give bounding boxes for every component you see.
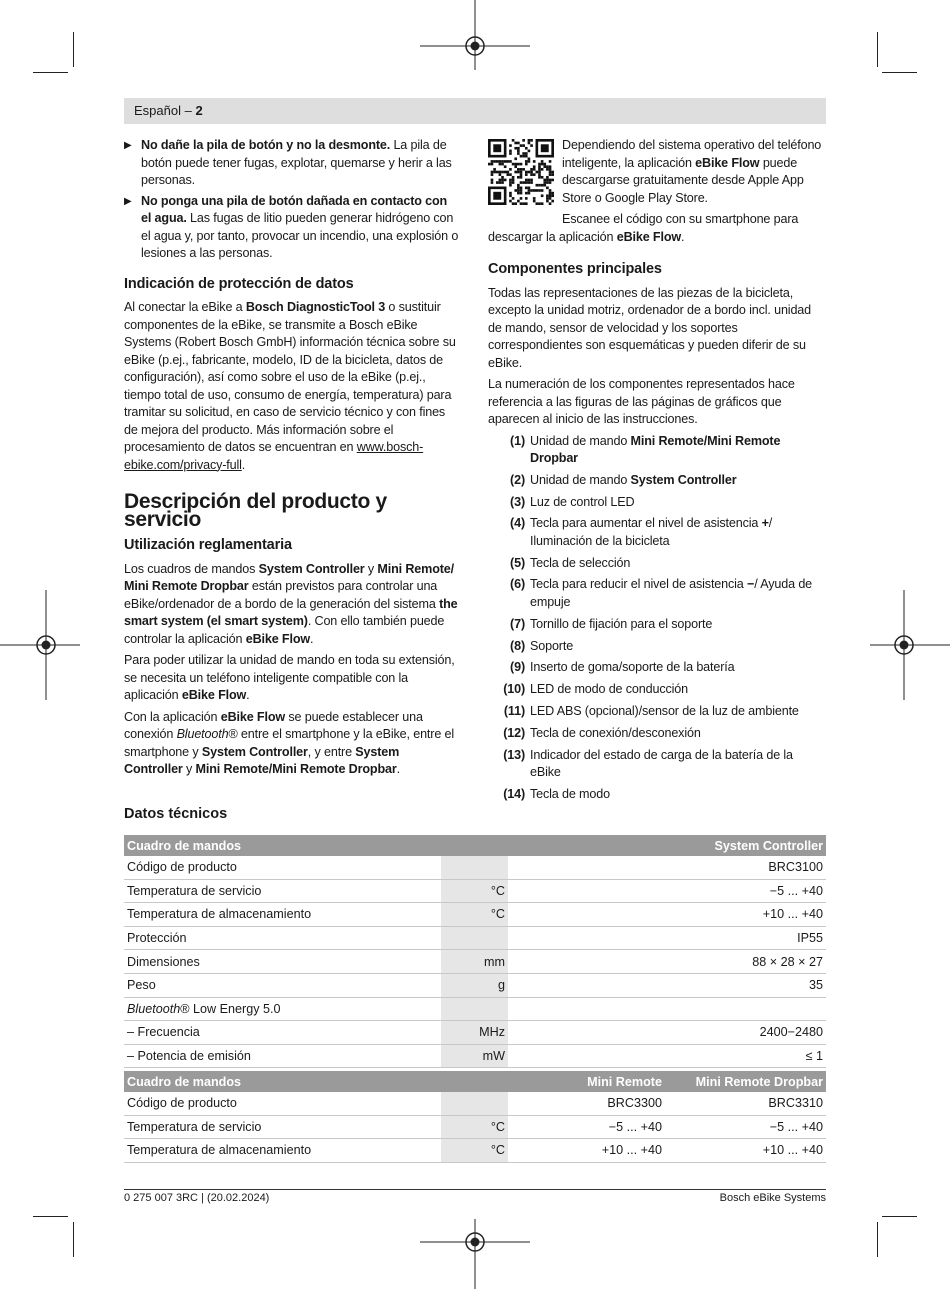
components-list [488,433,826,804]
row-value-mini-remote-dropbar: +10 ... +40 [665,1139,826,1163]
row-unit: °C [441,1115,508,1139]
component-number: (4) [510,516,525,531]
table-header-cell: Mini Remote [508,1071,665,1092]
row-unit: °C [441,879,508,903]
component-label: Tecla de selección [530,555,631,570]
crop-mark [882,72,917,73]
component-number: (5) [510,555,525,570]
warning-text: Las fugas de litio pueden generar hidrógeno con el agua y, por tanto, provocar un incendio, una explosión o lesiones a las personas. [141,211,459,260]
component-label: LED ABS (opcional)/sensor de la luz de ambiente [530,703,799,718]
row-label: Temperatura de almacenamiento [124,1139,441,1163]
intended-use-paragraph-2: Para poder utilizar la unidad de mando en toda su extensión, se necesita un teléfono inteligente compatible con la aplicación eBike Flow. [124,653,455,702]
right-column [488,137,826,808]
page-number: 2 [195,103,203,118]
component-item [488,747,826,782]
table-row [124,950,826,974]
bullet-triangle-icon: ▶ [124,140,132,151]
component-number: (13) [503,747,525,762]
row-unit: MHz [441,1021,508,1045]
crop-mark [33,72,68,73]
row-value [508,997,826,1021]
registration-mark-icon [420,1219,530,1289]
row-value-mini-remote-dropbar: −5 ... +40 [665,1115,826,1139]
table-row [124,1139,826,1163]
row-value-mini-remote: −5 ... +40 [508,1115,665,1139]
row-label: – Potencia de emisión [124,1044,441,1068]
row-unit: g [441,973,508,997]
row-label: Temperatura de servicio [124,879,441,903]
component-number: (14) [503,786,525,801]
row-label: Código de producto [124,1092,441,1115]
row-label: Código de producto [124,856,441,879]
table-header-cell: Cuadro de mandos [124,1071,441,1092]
registration-mark-icon [870,590,950,700]
bullet-triangle-icon: ▶ [124,195,132,207]
table-row [124,879,826,903]
component-item [488,703,826,721]
row-label: Dimensiones [124,950,441,974]
qr-paragraph: Dependiendo del sistema operativo del teléfono inteligente, la aplicación eBike Flow puede descargarse gratuitamente desde Apple App Store o Google Play Store. [562,138,822,205]
component-number: (11) [503,703,525,718]
component-label: Tecla de conexión/desconexión [530,725,701,740]
component-label: Tecla para aumentar el nivel de asistencia +/ Iluminación de la bicicleta [530,516,773,548]
footer-divider [124,1189,826,1190]
component-label: Unidad de mando System Controller [530,472,737,487]
row-value: BRC3100 [508,856,826,879]
component-item [488,616,826,634]
row-unit: °C [441,903,508,927]
page-header [124,98,826,124]
table-header-cell: System Controller [508,835,826,856]
page-header-label [134,103,203,118]
component-label: Tecla de modo [530,786,610,801]
row-unit: mW [441,1044,508,1068]
component-label: Inserto de goma/soporte de la batería [530,660,735,675]
table-row [124,997,826,1021]
crop-mark [73,32,74,67]
row-value-mini-remote: BRC3300 [508,1092,665,1115]
header-language: Español [134,103,181,118]
section-title: Descripción del producto y servicio [124,490,387,531]
row-value: 35 [508,973,826,997]
left-column [124,137,459,783]
row-unit [441,1092,508,1115]
row-value: 2400−2480 [508,1021,826,1045]
crop-mark [882,1216,917,1217]
components-heading: Componentes principales [488,261,662,277]
table-row [124,1115,826,1139]
row-unit [441,856,508,879]
privacy-link[interactable]: www.bosch-ebike.com/privacy-full [124,440,424,472]
component-label: Indicador del estado de carga de la batería de la eBike [530,747,793,780]
table-row [124,1092,826,1115]
components-paragraph-1: Todas las representaciones de las piezas de la bicicleta, excepto la unidad motriz, ordenador de a bordo incl. unidad de mando, sensor de velocidad y los soportes correspondientes son esquemáticas y pueden diferir de su eBike. [488,285,812,370]
footer-doc-id: 0 275 007 3RC | (20.02.2024) [124,1192,270,1204]
crop-mark [73,1222,74,1257]
component-item [488,786,826,804]
crop-mark [877,32,878,67]
row-unit [441,926,508,950]
component-item [488,576,826,611]
component-item [488,638,826,656]
table-header-cell: Mini Remote Dropbar [665,1071,826,1092]
row-value-mini-remote-dropbar: BRC3310 [665,1092,826,1115]
table-row [124,973,826,997]
spec-table-system-controller [124,835,826,1068]
qr-scan-paragraph: Escanee el código con su smartphone para descargar la aplicación eBike Flow. [488,212,799,244]
crop-mark [33,1216,68,1217]
row-value: 88 × 28 × 27 [508,950,826,974]
warning-bullet [124,193,459,263]
component-item [488,555,826,573]
intended-use-heading: Utilización reglamentaria [124,537,292,553]
component-item [488,515,826,550]
component-number: (2) [510,472,525,487]
row-unit [441,997,508,1021]
spec-table-mini-remote [124,1071,826,1163]
privacy-paragraph: Al conectar la eBike a Bosch DiagnosticTool 3 o sustituir componentes de la eBike, se transmite a Bosch eBike Systems (Robert Bosch GmbH) información técnica sobre su eBike (p.ej., fabricante, modelo, ID de la bicicleta, datos de configuración), así como sobre el uso de la eBike (p.ej., tiempo total de uso, consumo de energía, temperatura) para tramitar su solicitud, en caso de servicio técnico y con fines de mejora del producto. Más información sobre el procesamiento de datos se encuentran en www.bosch-ebike.com/privacy-full. [124,300,456,472]
component-number: (7) [510,616,525,631]
table-row [124,1021,826,1045]
component-item [488,472,826,490]
tech-data-heading: Datos técnicos [124,806,228,822]
header-separator: – [180,103,196,118]
component-item [488,725,826,743]
warning-bold: No dañe la pila de botón y no la desmonte. [141,138,391,152]
registration-mark-icon [0,590,80,700]
row-value: ≤ 1 [508,1044,826,1068]
row-label: Bluetooth® Low Energy 5.0 [124,997,441,1021]
component-label: Unidad de mando Mini Remote/Mini Remote Dropbar [530,433,781,465]
row-value: −5 ... +40 [508,879,826,903]
table-row [124,856,826,879]
components-paragraph-2: La numeración de los componentes representados hace referencia a las figuras de las páginas de gráficos que aparecen al inicio de las instrucciones. [488,377,795,426]
component-number: (10) [503,682,525,697]
component-item [488,494,826,512]
table-row [124,926,826,950]
row-label: Peso [124,973,441,997]
warning-bold: No ponga una pila de botón dañada en contacto con el agua. [141,193,448,225]
row-label: Temperatura de almacenamiento [124,903,441,927]
row-value: IP55 [508,926,826,950]
warning-bullet [124,137,459,190]
intended-use-paragraph-1: Los cuadros de mandos System Controller y Mini Remote/ Mini Remote Dropbar están previstos para controlar una eBike/ordenador de a bordo de la generación del sistema the smart system (el smart system). Con ello también puede controlar la aplicación eBike Flow. [124,561,458,646]
row-unit: mm [441,950,508,974]
footer-brand: Bosch eBike Systems [719,1192,826,1204]
table-header-row [124,835,826,856]
crop-mark [877,1222,878,1257]
component-label: Tornillo de fijación para el soporte [530,616,713,631]
row-value: +10 ... +40 [508,903,826,927]
component-number: (8) [510,638,525,653]
row-unit: °C [441,1139,508,1163]
component-item [488,659,826,677]
component-number: (12) [503,725,525,740]
registration-mark-icon [420,0,530,70]
table-header-cell [441,835,508,856]
table-row [124,903,826,927]
table-header-cell: Cuadro de mandos [124,835,441,856]
row-value-mini-remote: +10 ... +40 [508,1139,665,1163]
component-number: (9) [510,660,525,675]
component-label: Tecla para reducir el nivel de asistencia −/ Ayuda de empuje [530,577,813,609]
row-label: – Frecuencia [124,1021,441,1045]
row-label: Protección [124,926,441,950]
component-item [488,681,826,699]
warning-text: La pila de botón puede tener fugas, explotar, quemarse y herir a las personas. [141,138,452,187]
component-label: Soporte [530,638,574,653]
component-number: (6) [510,577,525,592]
table-row [124,1044,826,1068]
privacy-heading: Indicación de protección de datos [124,275,354,292]
table-header-row [124,1071,826,1092]
component-label: Luz de control LED [530,494,635,509]
component-number: (3) [510,494,525,509]
intended-use-paragraph-3: Con la aplicación eBike Flow se puede establecer una conexión Bluetooth® entre el smartphone y la eBike, entre el smartphone y System Controller, y entre System Controller y Mini Remote/Mini Remote Dropbar. [124,709,455,776]
row-label: Temperatura de servicio [124,1115,441,1139]
component-item [488,433,826,468]
table-header-cell [441,1071,508,1092]
component-number: (1) [510,433,525,448]
component-label: LED de modo de conducción [530,682,688,697]
